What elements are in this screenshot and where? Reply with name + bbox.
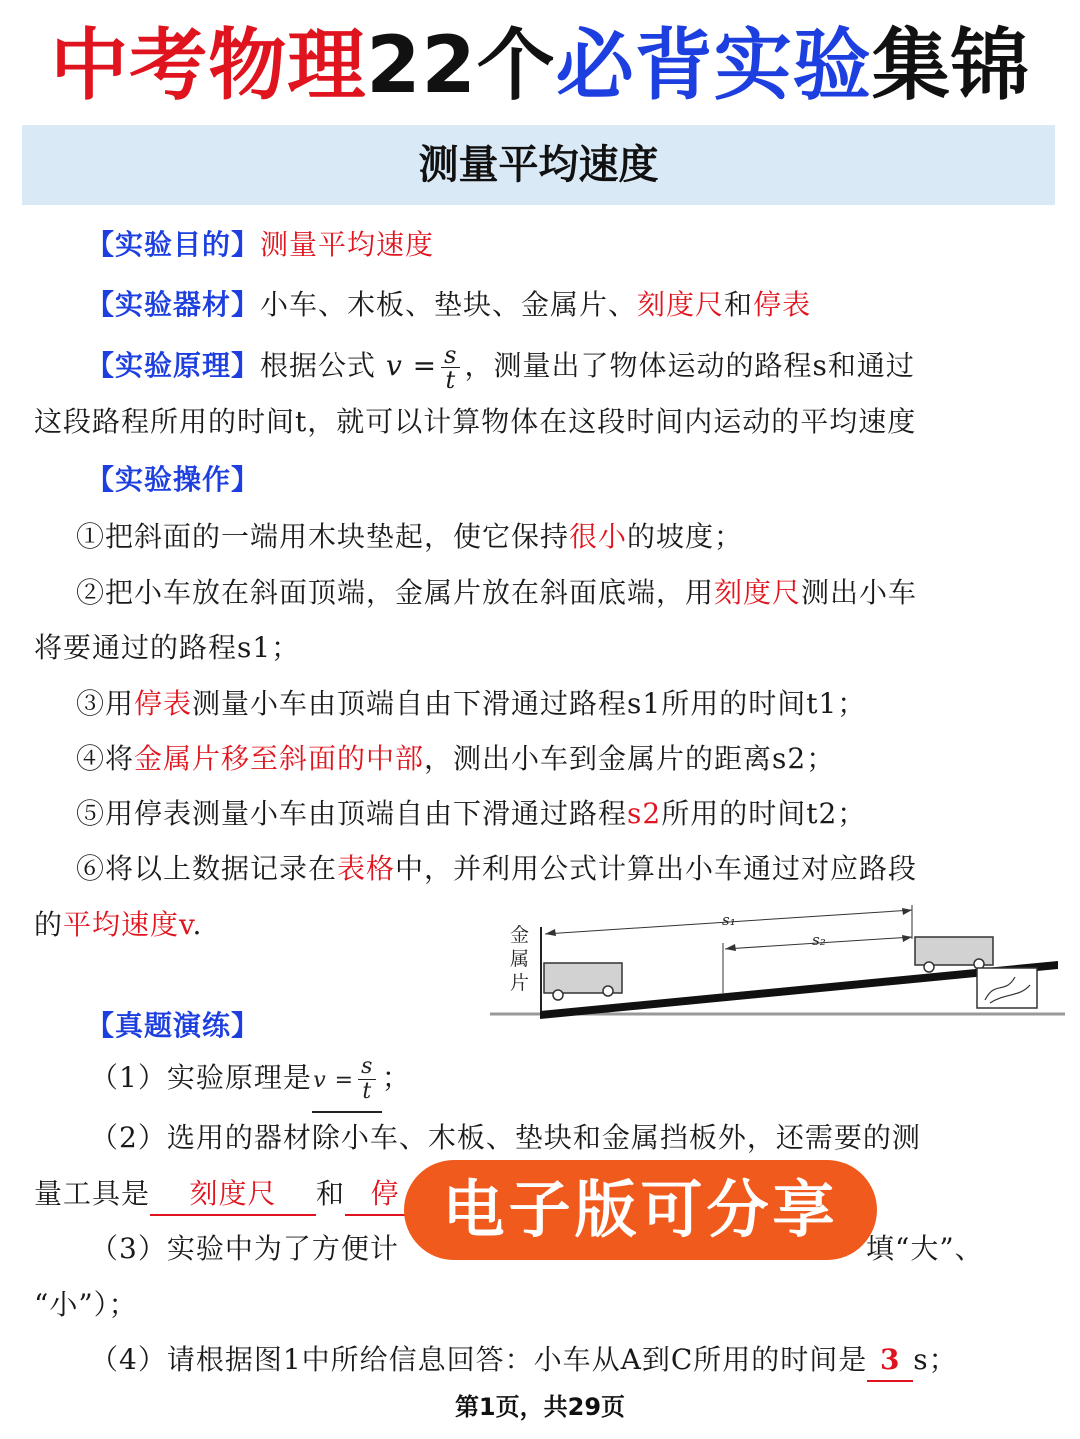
step-4-text-a: ④将: [76, 742, 135, 775]
step-5-red: s2: [627, 797, 662, 830]
question-4: [90, 1340, 958, 1382]
q1-formula-fraction: [358, 1055, 376, 1104]
q1-text-b: ；: [381, 1061, 411, 1094]
q1-formula-v: v =: [313, 1068, 355, 1093]
step-6-line-2: [34, 905, 202, 945]
formula-denominator: t: [445, 366, 457, 394]
title-part-1: 中考物理: [50, 21, 367, 111]
formula-v: v =: [385, 349, 438, 382]
incline-figure: [490, 905, 1065, 1020]
equipment-stopwatch: 停表: [753, 288, 812, 321]
page-title: [0, 18, 1080, 114]
s2-label: s₂: [812, 931, 826, 949]
support-block: [977, 968, 1037, 1008]
figure-label-char-3: 片: [510, 972, 530, 994]
title-part-2: 22个: [366, 21, 556, 111]
principle-line-2: 这段路程所用的时间t，就可以计算物体在这段时间内运动的平均速度: [34, 405, 917, 438]
step-2-text-a: ②把小车放在斜面顶端，金属片放在斜面底端，用: [76, 576, 715, 609]
figure-label-char-2: 属: [510, 948, 530, 970]
operation-label-line: [86, 460, 260, 500]
step-6-line2-red: 平均速度v: [63, 908, 193, 941]
step-1-text-b: 的坡度；: [627, 520, 744, 553]
question-2-line-2: [34, 1174, 425, 1216]
question-3-tail: 填“大”、: [866, 1232, 984, 1265]
cart-bottom-wheel-1: [553, 990, 563, 1000]
practice-label: 【真题演练】: [86, 1009, 261, 1042]
figure-label-char-1: 金: [510, 924, 530, 946]
purpose-value: 测量平均速度: [260, 228, 435, 261]
q4-answer: 3: [867, 1340, 913, 1382]
step-2-text-b: 测出小车: [801, 576, 918, 609]
purpose-line: [86, 225, 434, 265]
step-6-text-a: ⑥将以上数据记录在: [76, 852, 338, 885]
step-2: [76, 573, 917, 613]
step-5-text-a: ⑤用停表测量小车由顶端自由下滑通过路程: [76, 797, 628, 830]
step-5-text-b: 所用的时间t2；: [661, 797, 867, 830]
step-3: [76, 684, 866, 724]
step-1: [76, 517, 743, 557]
formula-numerator: s: [441, 343, 460, 368]
question-3-line-2: “小”）；: [34, 1288, 138, 1321]
incline-diagram: [490, 905, 1065, 1020]
q1-text-a: （1）实验原理是: [90, 1061, 312, 1094]
step-5: [76, 794, 866, 834]
page-number: 第1页，共29页: [454, 1393, 626, 1421]
step-2-red: 刻度尺: [714, 576, 802, 609]
step-3-text-b: 测量小车由顶端自由下滑通过路程s1所用的时间t1；: [192, 687, 867, 720]
step-4-text-b: ，测出小车到金属片的距离s2；: [424, 742, 836, 775]
step-4-red: 金属片移至斜面的中部: [134, 742, 425, 775]
principle-text-2: ，测量出了物体运动的路程s和通过: [464, 349, 915, 382]
q2-answer-1: 刻度尺: [150, 1174, 316, 1216]
q2-answer-2: 停: [345, 1174, 425, 1216]
operation-label: 【实验操作】: [86, 463, 261, 496]
q1-denominator: t: [362, 1079, 373, 1104]
q2-line2-b: 和: [316, 1177, 346, 1210]
share-badge: 电子版可分享: [404, 1160, 877, 1260]
step-6-line2-b: .: [192, 908, 203, 941]
step-3-red: 停表: [134, 687, 193, 720]
equipment-ruler: 刻度尺: [637, 288, 725, 321]
step-6-red: 表格: [337, 852, 396, 885]
cart-bottom-wheel-2: [603, 986, 613, 996]
question-2: （2）选用的器材除小车、木板、垫块和金属挡板外，还需要的测: [90, 1121, 921, 1154]
question-3: （3）实验中为了方便计: [90, 1232, 399, 1265]
cart-top-wheel-1: [924, 962, 934, 972]
q2-line2-a: 量工具是: [34, 1177, 151, 1210]
q1-answer-blank: [312, 1048, 382, 1113]
q4-text-b: s；: [913, 1343, 958, 1376]
equipment-label: 【实验器材】: [86, 288, 261, 321]
step-6: [76, 849, 917, 889]
equipment-text-2: 和: [724, 288, 754, 321]
title-part-3: 必背实验: [555, 21, 872, 111]
equipment-line: [86, 285, 811, 325]
step-6-line2-a: 的: [34, 908, 64, 941]
principle-text-1: 根据公式: [260, 349, 377, 382]
principle-line: [86, 343, 915, 392]
section-heading: 测量平均速度: [22, 125, 1055, 205]
step-3-text-a: ③用: [76, 687, 135, 720]
q1-numerator: s: [358, 1055, 376, 1080]
step-1-text-a: ①把斜面的一端用木块垫起，使它保持: [76, 520, 570, 553]
title-part-4: 集锦: [871, 21, 1030, 111]
equipment-text-1: 小车、木板、垫块、金属片、: [260, 288, 638, 321]
step-4: [76, 739, 835, 779]
formula-fraction: [441, 343, 460, 392]
principle-label: 【实验原理】: [86, 349, 261, 382]
purpose-label: 【实验目的】: [86, 228, 261, 261]
practice-label-line: [86, 1006, 260, 1046]
step-2-line-2: 将要通过的路程s1；: [34, 631, 301, 664]
step-1-red: 很小: [569, 520, 628, 553]
step-6-text-b: 中，并利用公式计算出小车通过对应路段: [395, 852, 918, 885]
question-1: [90, 1048, 411, 1113]
q4-text-a: （4）请根据图1中所给信息回答：小车从A到C所用的时间是: [90, 1343, 868, 1376]
s1-label: s₁: [722, 911, 736, 929]
